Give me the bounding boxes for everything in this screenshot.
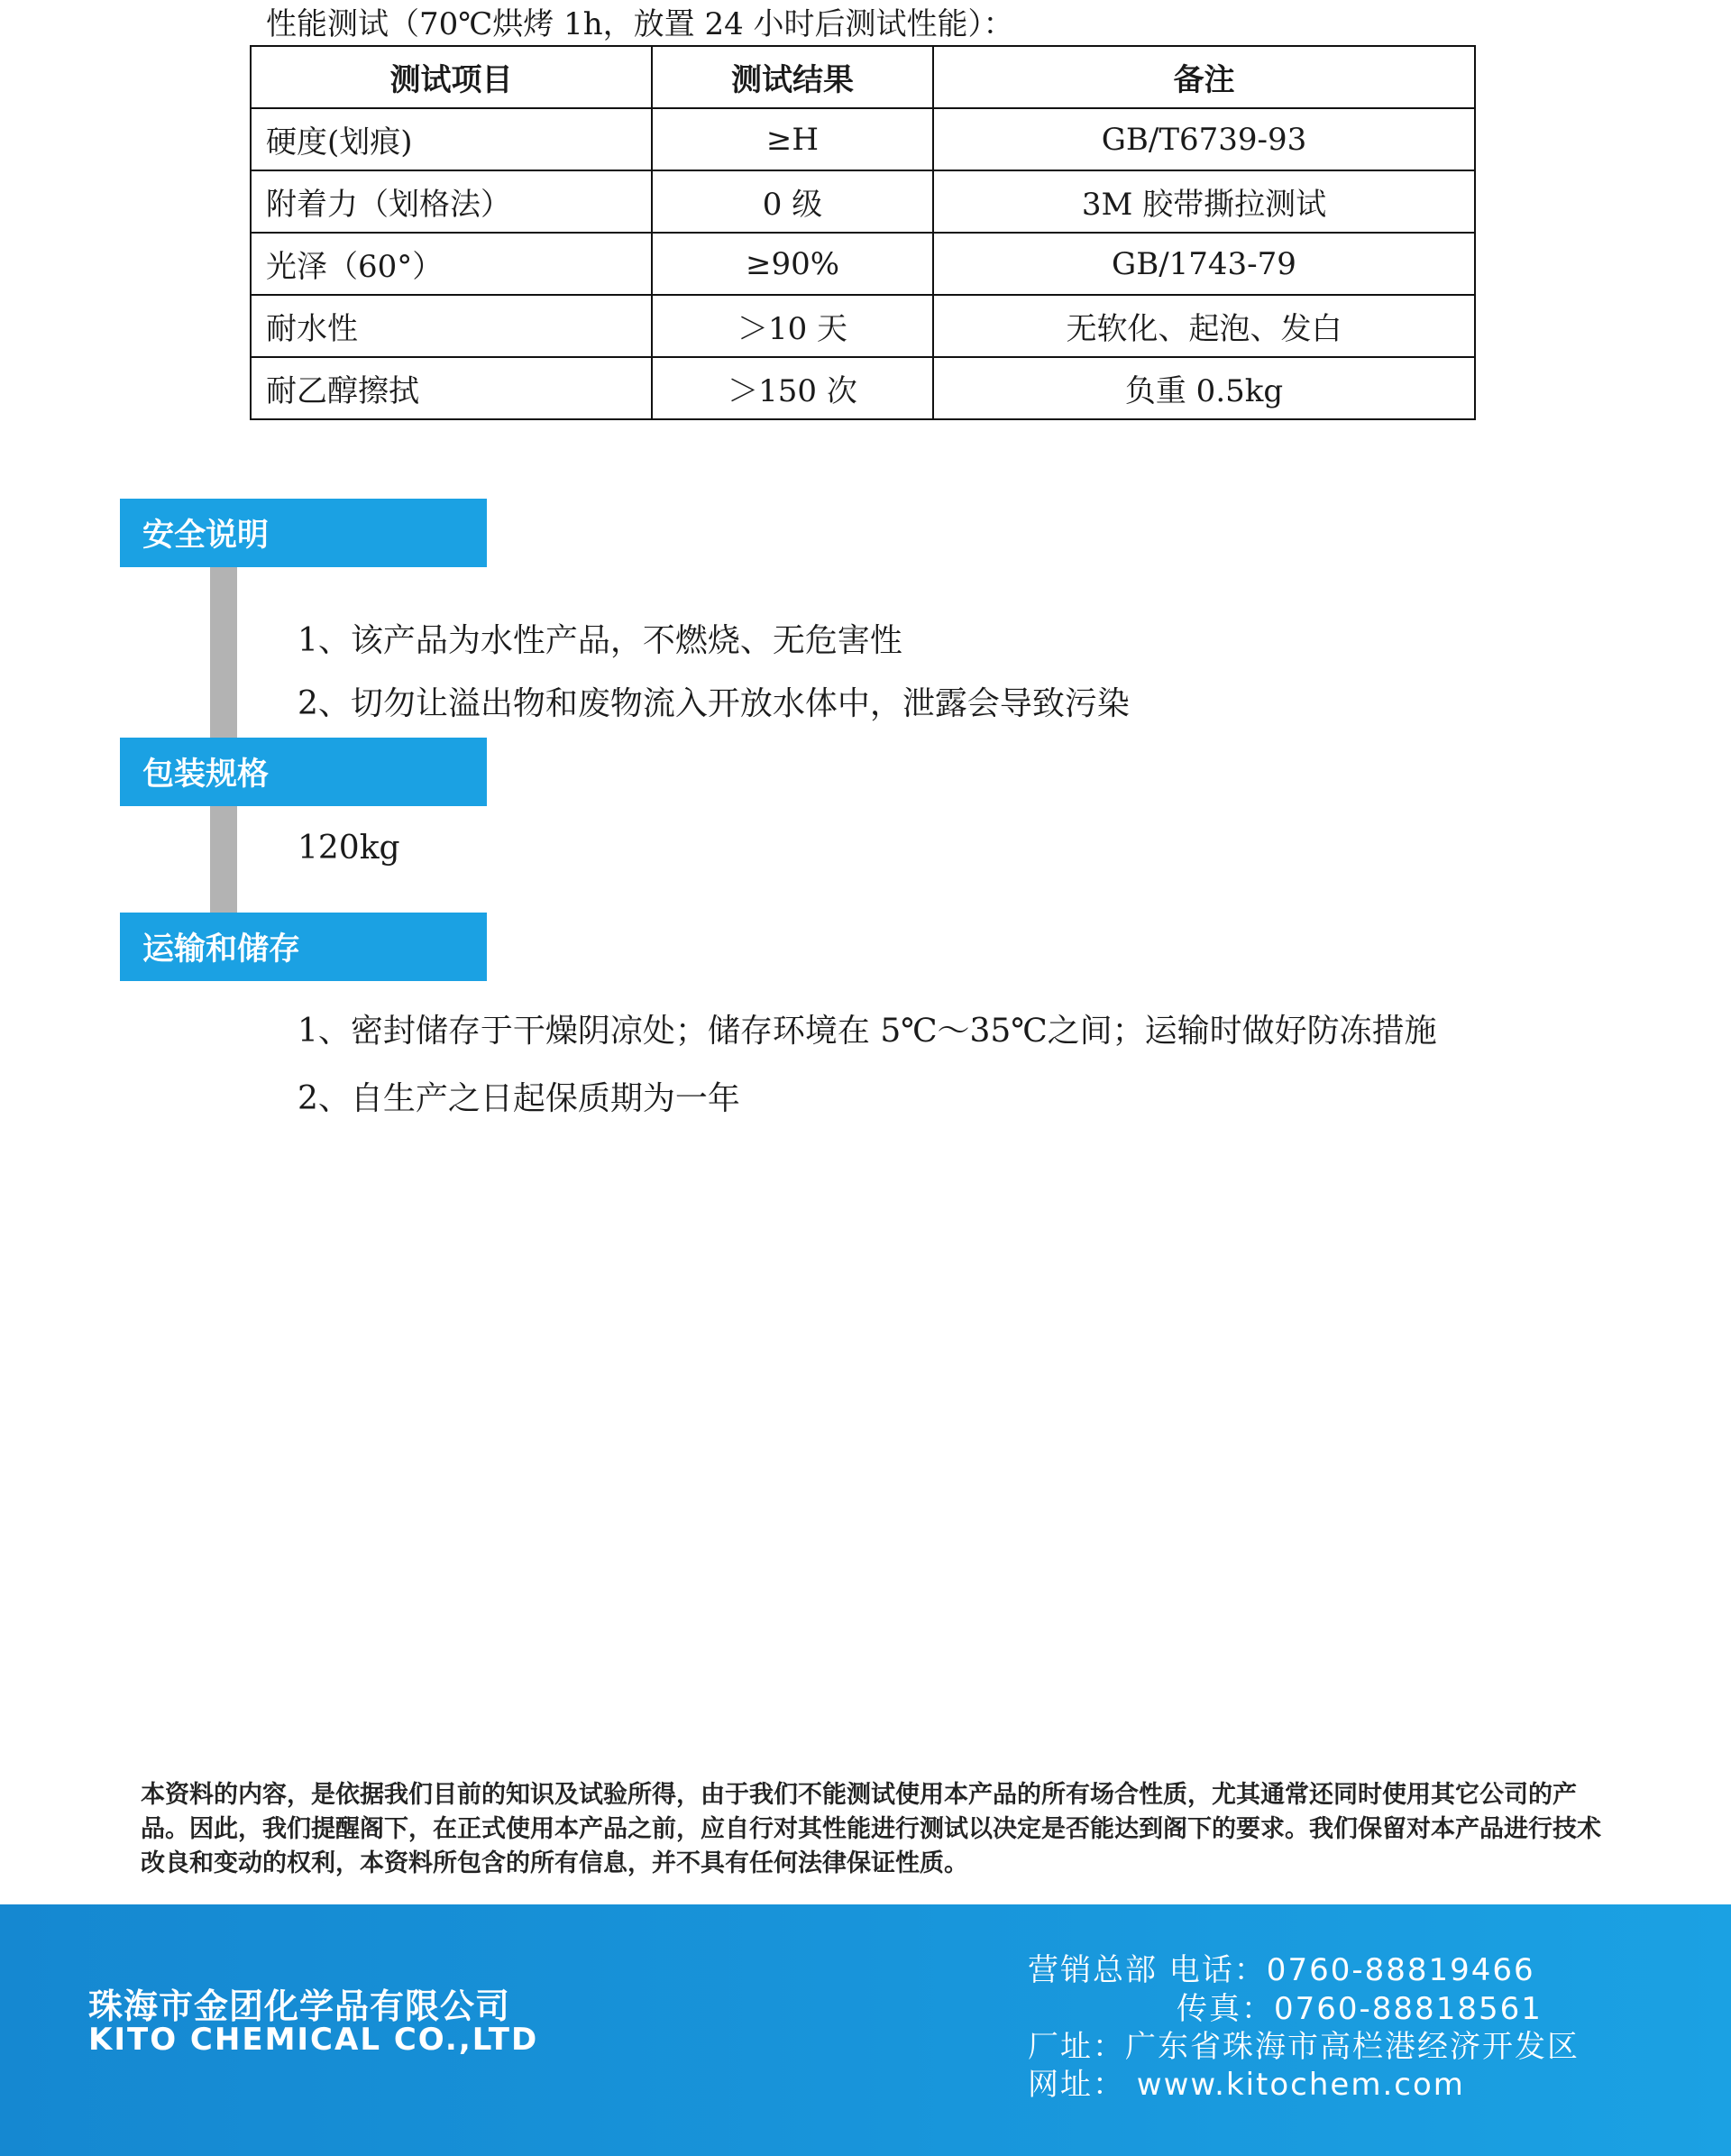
section-connector: [210, 806, 237, 913]
table-row: [251, 357, 1475, 419]
contact-address: 厂址：广东省珠海市高栏港经济开发区: [1028, 2029, 1580, 2065]
section-connector: [210, 566, 237, 738]
test-item: 附着力（划格法）: [251, 170, 652, 233]
storage-line-1: 1、密封储存于干燥阴凉处；储存环境在 5℃～35℃之间；运输时做好防冻措施: [298, 1013, 1437, 1050]
safety-line-1: 1、该产品为水性产品，不燃烧、无危害性: [298, 622, 902, 659]
performance-table: [250, 45, 1476, 420]
footer-banner: [0, 1904, 1731, 2156]
test-item: 光泽（60°）: [251, 233, 652, 295]
test-result: ＞150 次: [652, 357, 933, 419]
section-title-safety: 安全说明: [120, 499, 487, 567]
test-item: 硬度(划痕): [251, 108, 652, 170]
safety-line-2: 2、切勿让溢出物和废物流入开放水体中，泄露会导致污染: [298, 685, 1130, 722]
packaging-line-1: 120kg: [298, 830, 400, 867]
test-item: 耐乙醇擦拭: [251, 357, 652, 419]
test-item: 耐水性: [251, 295, 652, 357]
header-test-result: 测试结果: [652, 46, 933, 108]
contact-phone: 营销总部 电话：0760-88819466: [1028, 1952, 1535, 1988]
company-name-en: KITO CHEMICAL CO.,LTD: [88, 2022, 539, 2058]
test-remark: GB/1743-79: [933, 233, 1475, 295]
test-result: 0 级: [652, 170, 933, 233]
table-header-row: [251, 46, 1475, 108]
test-remark: 负重 0.5kg: [933, 357, 1475, 419]
disclaimer: 本资料的内容，是依据我们目前的知识及试验所得，由于我们不能测试使用本产品的所有场合性质，尤其通常还同时使用其它公司的产品。因此，我们提醒阁下，在正式使用本产品之前，应自行对其性能进行测试以决定是否能达到阁下的要求。我们保留对本产品进行技术改良和变动的权利，本资料所包含的所有信息，并不具有任何法律保证性质。: [141, 1781, 1601, 1877]
storage-line-2: 2、自生产之日起保质期为一年: [298, 1080, 740, 1117]
contact-fax: 传真：0760-88818561: [1177, 1991, 1543, 2027]
test-remark: GB/T6739-93: [933, 108, 1475, 170]
header-test-item: 测试项目: [251, 46, 652, 108]
table-row: [251, 233, 1475, 295]
test-result: ≥H: [652, 108, 933, 170]
test-remark: 3M 胶带撕拉测试: [933, 170, 1475, 233]
table-row: [251, 108, 1475, 170]
test-result: ≥90%: [652, 233, 933, 295]
section-title-packaging: 包装规格: [120, 738, 487, 806]
performance-intro: 性能测试（70℃烘烤 1h，放置 24 小时后测试性能）：: [266, 6, 1014, 42]
table-row: [251, 295, 1475, 357]
contact-website: 网址： www.kitochem.com: [1028, 2067, 1465, 2103]
header-remark: 备注: [933, 46, 1475, 108]
section-title-storage: 运输和储存: [120, 913, 487, 981]
company-name-cn: 珠海市金团化学品有限公司: [88, 1986, 511, 2026]
table-row: [251, 170, 1475, 233]
test-result: ＞10 天: [652, 295, 933, 357]
test-remark: 无软化、起泡、发白: [933, 295, 1475, 357]
